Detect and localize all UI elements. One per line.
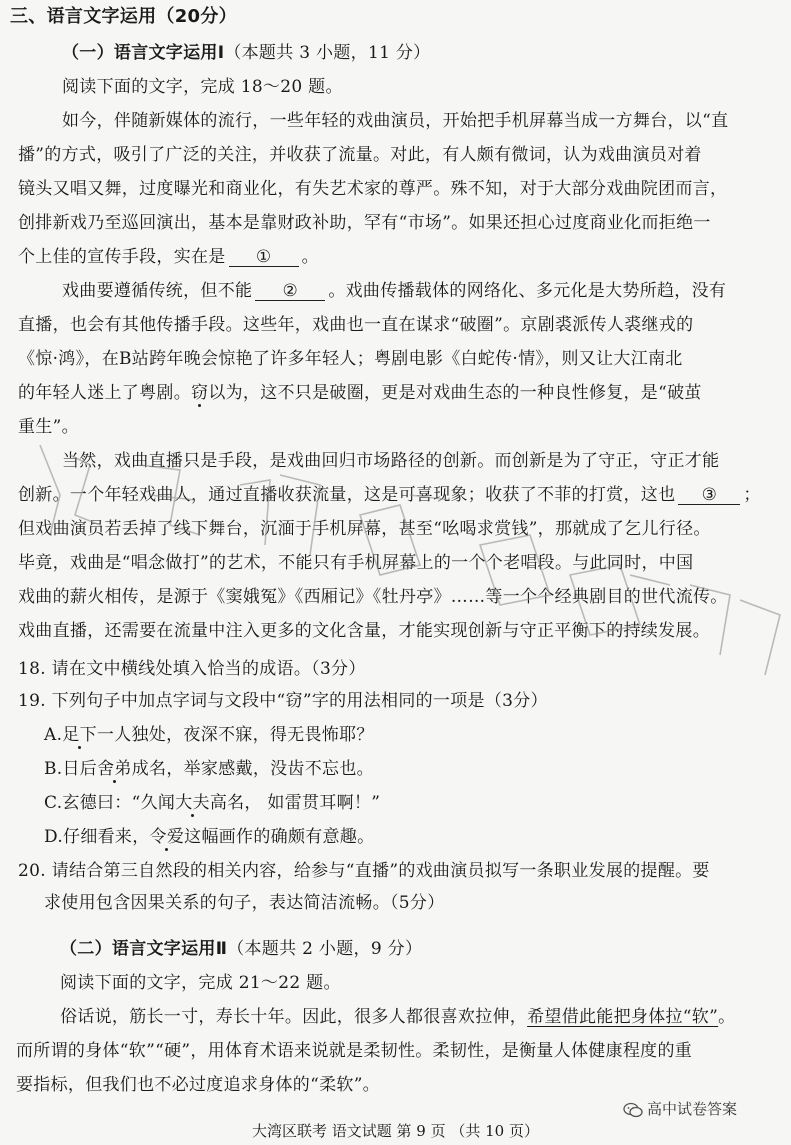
p2-line-1-pre: 戏曲要遵循传统，但不能 xyxy=(62,281,253,301)
part2-note: （本题共 2 小题，9 分） xyxy=(227,939,423,959)
badge-text: 高中试卷答案 xyxy=(647,1100,738,1118)
p2-line-2: 直播，也会有其他传播手段。这些年，戏曲也一直在谋求“破圈”。京剧裘派传人裘继戎的 xyxy=(18,315,694,335)
p2-line-4-post: 以为，这不只是破圈，更是对戏曲生态的一种良性修复，是“破茧 xyxy=(208,383,702,403)
wechat-badge xyxy=(623,1098,737,1119)
p2-line-1 xyxy=(62,280,726,302)
option-text-post: 成名，举家感戴，没齿不忘也。 xyxy=(131,759,374,779)
p3-line-6: 戏曲直播，还需要在流量中注入更多的文化含量，才能实现创新与守正平衡下的持续发展。 xyxy=(18,621,710,641)
q19-option-c xyxy=(44,792,380,814)
part1-title: （一）语言文字运用Ⅰ xyxy=(62,43,225,63)
part1-note: （本题共 3 小题，11 分） xyxy=(224,43,431,63)
passage2-line-2: 而所谓的身体“软”“硬”，用体育术语来说就是柔韧性。柔韧性，是衡量人体健康程度的重 xyxy=(16,1041,693,1061)
q19-option-b xyxy=(44,758,374,780)
p2-line-3: 《惊·鸿》，在B站跨年晚会惊艳了许多年轻人；粤剧电影《白蛇传·情》，则又让大江南北 xyxy=(18,349,683,369)
dotted-char-qie: 窃 xyxy=(191,383,209,403)
part1-instruction: 阅读下面的文字，完成 18～20 题。 xyxy=(62,77,343,97)
p2-line-5: 重生”。 xyxy=(18,417,79,437)
p2-line-1-post: 。戏曲传播载体的网络化、多元化是大势所趋，没有 xyxy=(328,281,727,301)
section-heading: 三、语言文字运用（20分） xyxy=(10,6,237,27)
passage2-line-1-pre: 俗话说，筋长一寸，寿长十年。因此，很多人都很喜欢拉伸， xyxy=(60,1007,528,1027)
q19-option-d xyxy=(44,826,374,848)
question-20-line-1: 20. 请结合第三自然段的相关内容，给参与“直播”的戏曲演员拟写一条职业发展的提醒。要 xyxy=(18,861,710,881)
option-text-post: 这幅画作的确颇有意趣。 xyxy=(184,827,375,847)
part2-instruction: 阅读下面的文字，完成 21～22 题。 xyxy=(60,973,341,993)
option-text-pre: 日后 xyxy=(62,759,98,779)
option-label: C. xyxy=(44,793,63,813)
question-19: 19. 下列句子中加点字词与文段中“窃”字的用法相同的一项是（3分） xyxy=(18,691,548,711)
dotted-word: 足下 xyxy=(62,725,97,745)
part2-heading xyxy=(60,938,422,960)
option-label: A. xyxy=(44,725,63,745)
p3-line-5: 戏曲的薪火相传，是源于《窦娥冤》《西厢记》《牡丹亭》……等一个个经典剧目的世代流传。 xyxy=(18,587,728,607)
underlined-sentence: 希望借此能把身体拉“软” xyxy=(527,1007,719,1027)
p1-line-2: 播”的方式，吸引了广泛的关注，并收获了流量。对此，有人颇有微词，认为戏曲演员对着 xyxy=(18,145,702,165)
p1-line-3: 镜头又唱又舞，过度曝光和商业化，有失艺术家的尊严。殊不知，对于大部分戏曲院团而言， xyxy=(18,179,728,199)
passage2-line-1-post: 。 xyxy=(718,1007,736,1027)
option-text-pre: 仔细看来， xyxy=(63,827,150,847)
blank-3: ③ xyxy=(678,486,740,505)
question-18: 18. 请在文中横线处填入恰当的成语。（3分） xyxy=(18,659,366,679)
p1-line-5-end: 。 xyxy=(301,247,319,267)
wechat-icon xyxy=(623,1102,643,1118)
p1-line-5-text: 个上佳的宣传手段，实在是 xyxy=(18,247,226,267)
option-text-pre: 玄德曰：“久闻 xyxy=(62,793,176,813)
option-text-post: 一人独处，夜深不寐，得无畏怖耶？ xyxy=(96,725,374,745)
dotted-word: 令爱 xyxy=(149,827,185,847)
p2-line-4 xyxy=(18,382,702,404)
option-dotted-text xyxy=(62,725,97,745)
blank-2: ② xyxy=(255,282,325,301)
p3-line-2-post: ； xyxy=(743,485,761,505)
option-text-post: 高名， 如雷贯耳啊！” xyxy=(209,793,381,813)
part1-heading xyxy=(62,42,431,64)
p3-line-1: 当然，戏曲直播只是手段，是戏曲回归市场路径的创新。而创新是为了守正，守正才能 xyxy=(62,451,720,471)
passage2-line-1 xyxy=(60,1006,735,1028)
part2-title: （二）语言文字运用Ⅱ xyxy=(60,939,228,959)
question-20-line-2: 求使用包含因果关系的句子，表达简洁流畅。（5分） xyxy=(44,893,445,913)
option-label: B. xyxy=(44,759,63,779)
dotted-word: 大夫 xyxy=(175,793,210,813)
p2-line-4-pre: 的年轻人迷上了粤剧。 xyxy=(18,383,191,403)
option-label: D. xyxy=(44,827,64,847)
p1-line-1: 如今，伴随新媒体的流行，一些年轻的戏曲演员，开始把手机屏幕当成一方舞台，以“直 xyxy=(62,111,729,131)
p3-line-2 xyxy=(18,484,761,506)
p1-line-5 xyxy=(18,246,319,268)
p3-line-2-pre: 创新。一个年轻戏曲人，通过直播收获流量，这是可喜现象；收获了不菲的打赏，这也 xyxy=(18,485,676,505)
p3-line-3: 但戏曲演员若丢掉了线下舞台，沉湎于手机屏幕，甚至“吆喝求赏钱”，那就成了乞儿行径。 xyxy=(18,519,711,539)
p1-line-4: 创排新戏乃至巡回演出，基本是靠财政补助，罕有“市场”。如果还担心过度商业化而拒绝一 xyxy=(18,213,711,233)
page-footer: 大湾区联考 语文试题 第 9 页 （共 10 页） xyxy=(251,1122,539,1140)
blank-1: ① xyxy=(229,248,299,267)
passage2-line-3: 要指标，但我们也不必过度追求身体的“柔软”。 xyxy=(16,1075,380,1095)
p3-line-4: 毕竟，戏曲是“唱念做打”的艺术，不能只有手机屏幕上的一个个老唱段。与此同时，中国 xyxy=(18,553,694,573)
dotted-word: 舍弟 xyxy=(97,759,132,779)
q19-option-a xyxy=(44,724,374,746)
